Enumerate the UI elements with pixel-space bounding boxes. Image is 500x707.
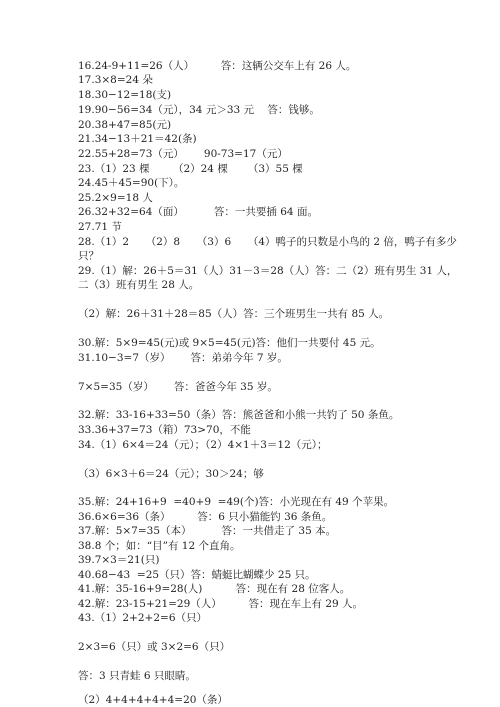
answer-line-21: 21.34−13＋21＝42(条) <box>78 133 197 145</box>
answer-line-31: 31.10−3=7（岁） 答：弟弟今年 7 岁。 <box>78 352 288 364</box>
answer-line-43-answer: 答：3 只青蛙 6 只眼睛。 <box>78 670 196 682</box>
answer-line-22: 22.55+28=73（元） 90-73=17（元） <box>78 148 288 160</box>
answer-line-26: 26.32+32=64（面） 答：一共要插 64 面。 <box>78 206 318 218</box>
answer-line-16: 16.24-9+11=26（人） 答：这辆公交车上有 26 人。 <box>78 60 357 72</box>
answer-line-29: 29.（1）解：26＋5＝31（人）31－3＝28（人）答：二（2）班有男生 31 人， <box>78 265 458 277</box>
answer-line-19: 19.90−56=34（元），34 元＞33 元 答：钱够。 <box>78 104 320 116</box>
answer-line-39: 39.7×3＝21(只) <box>78 554 160 566</box>
answer-line-35: 35.解：24+16+9 =40+9 =49(个)答：小光现在有 49 个苹果。 <box>78 496 395 508</box>
answer-line-37: 37.解：5×7=35（本） 答：一共借走了 35 本。 <box>78 525 337 537</box>
answer-line-36: 36.6×6=36（条） 答：6 只小猫能钓 36 条鱼。 <box>78 511 333 523</box>
answer-line-34-part3: （3）6×3＋6＝24（元）；30＞24；够 <box>78 468 264 480</box>
answer-line-20: 20.38+47=85(元) <box>78 119 172 131</box>
answer-line-25: 25.2×9=18 人 <box>78 192 153 204</box>
answer-line-28: 28.（1）2 （2）8 （3）6 （4）鸭子的只数是小鸟的 2 倍，鸭子有多少 <box>78 236 457 248</box>
answer-line-31-part2: 7×5=35（岁） 答：爸爸今年 35 岁。 <box>78 381 278 393</box>
answer-line-43-alt: 2×3=6（只）或 3×2=6（只） <box>78 641 231 653</box>
answer-line-24: 24.45＋45=90(下）。 <box>78 177 185 189</box>
answer-line-33: 33.36+37=73（箱）73>70，不能 <box>78 424 251 436</box>
answer-line-18: 18.30−12=18(支) <box>78 89 172 101</box>
answer-line-29-cont: 二（3）班有男生 28 人。 <box>78 279 200 291</box>
answer-line-41: 41.解：35-16+9=28(人) 答：现在有 28 位客人。 <box>78 583 351 595</box>
answer-line-38: 38.8 个；如：“目”有 12 个直角。 <box>78 540 241 552</box>
answer-line-28-cont: 只？ <box>78 250 99 262</box>
answer-line-43: 43.（1）2+2+2=6（只） <box>78 612 207 624</box>
answer-line-42: 42.解：23-15+21=29（人） 答：现在车上有 29 人。 <box>78 598 364 610</box>
answer-line-34: 34.（1）6×4＝24（元）；（2）4×1＋3＝12（元）； <box>78 439 328 451</box>
answer-line-32: 32.解：33-16+33=50（条）答：熊爸爸和小熊一共钓了 50 条鱼。 <box>78 409 400 421</box>
answer-line-17: 17.3×8=24 朵 <box>78 74 153 86</box>
answer-line-23: 23.（1）23 棵 （2）24 棵 （3）55 棵 <box>78 163 303 175</box>
answer-line-29-part2: （2）解：26＋31＋28＝85（人）答：三个班男生一共有 85 人。 <box>78 308 390 320</box>
answer-line-43-part2: （2）4+4+4+4+4=20（条） <box>78 694 228 706</box>
answer-line-27: 27.71 节 <box>78 221 122 233</box>
answer-line-30: 30.解：5×9=45(元)或 9×5=45(元)答：他们一共要付 45 元。 <box>78 337 381 349</box>
answer-line-40: 40.68−43 =25（只）答：蜻蜓比蝴蝶少 25 只。 <box>78 569 316 581</box>
